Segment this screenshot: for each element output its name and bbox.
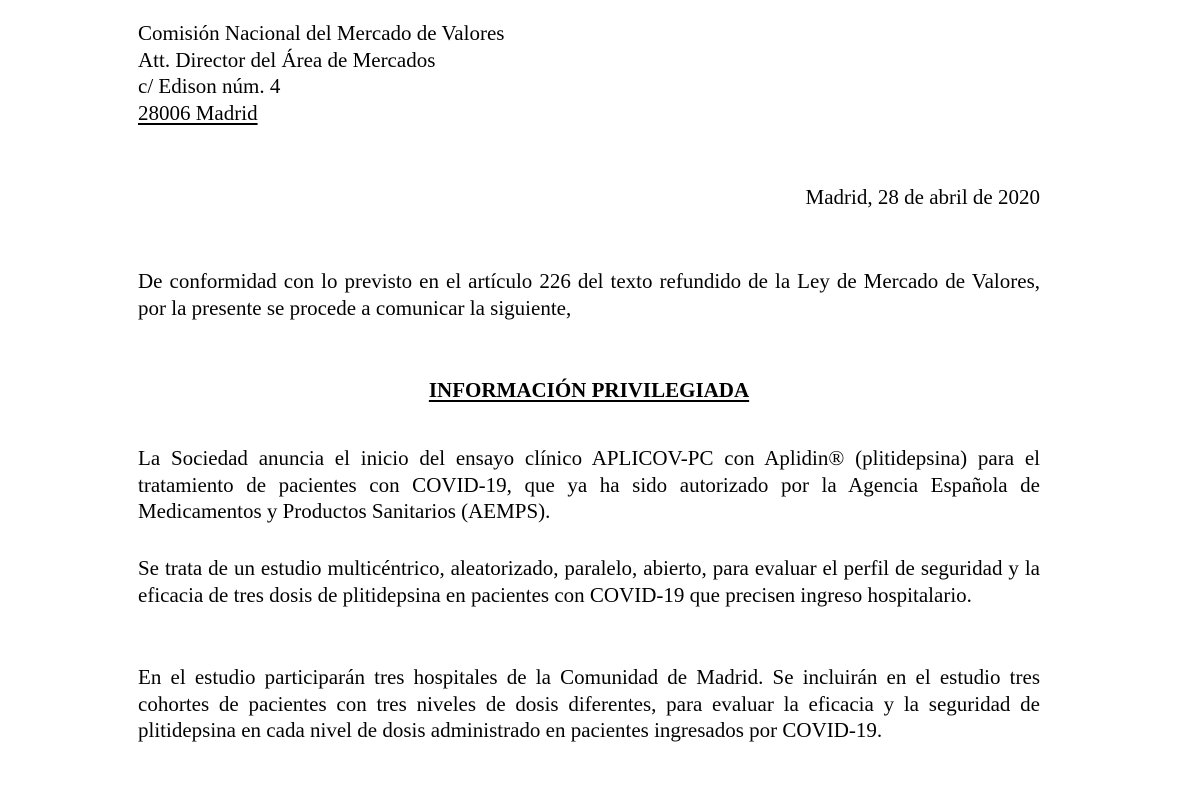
body-paragraph: La Sociedad anuncia el inicio del ensayo clínico APLICOV-PC con Aplidin® (plitidepsina) para el tratamiento de pacientes con COVID-19, que ya ha sido autorizado por la Agencia Española de Medicamentos y Productos Sanitarios (AEMPS). [138, 446, 1040, 523]
intro-paragraph: De conformidad con lo previsto en el artículo 226 del texto refundido de la Ley de Mercado de Valores, por la presente se procede a comunicar la siguiente, [138, 269, 1040, 320]
letter-date: Madrid, 28 de abril de 2020 [805, 185, 1040, 209]
recipient-organization: Comisión Nacional del Mercado de Valores [138, 21, 505, 45]
section-heading [138, 377, 1040, 404]
recipient-city: 28006 Madrid [138, 100, 258, 125]
section-heading-text: INFORMACIÓN PRIVILEGIADA [428, 378, 750, 402]
body-paragraph: En el estudio participarán tres hospitales de la Comunidad de Madrid. Se incluirán en el estudio tres cohortes de pacientes con tres niveles de dosis diferentes, para evaluar la eficacia y la seguridad de plitidepsina en cada nivel de dosis administrado en pacientes ingresados por COVID-19. [138, 665, 1040, 742]
recipient-attention: Att. Director del Área de Mercados [138, 47, 436, 72]
body-paragraph: Se trata de un estudio multicéntrico, aleatorizado, paralelo, abierto, para evaluar el perfil de seguridad y la eficacia de tres dosis de plitidepsina en pacientes con COVID-19 que precisen ingreso hospitalario. [138, 556, 1040, 607]
recipient-address [138, 20, 504, 126]
recipient-street: c/ Edison núm. 4 [138, 74, 281, 98]
